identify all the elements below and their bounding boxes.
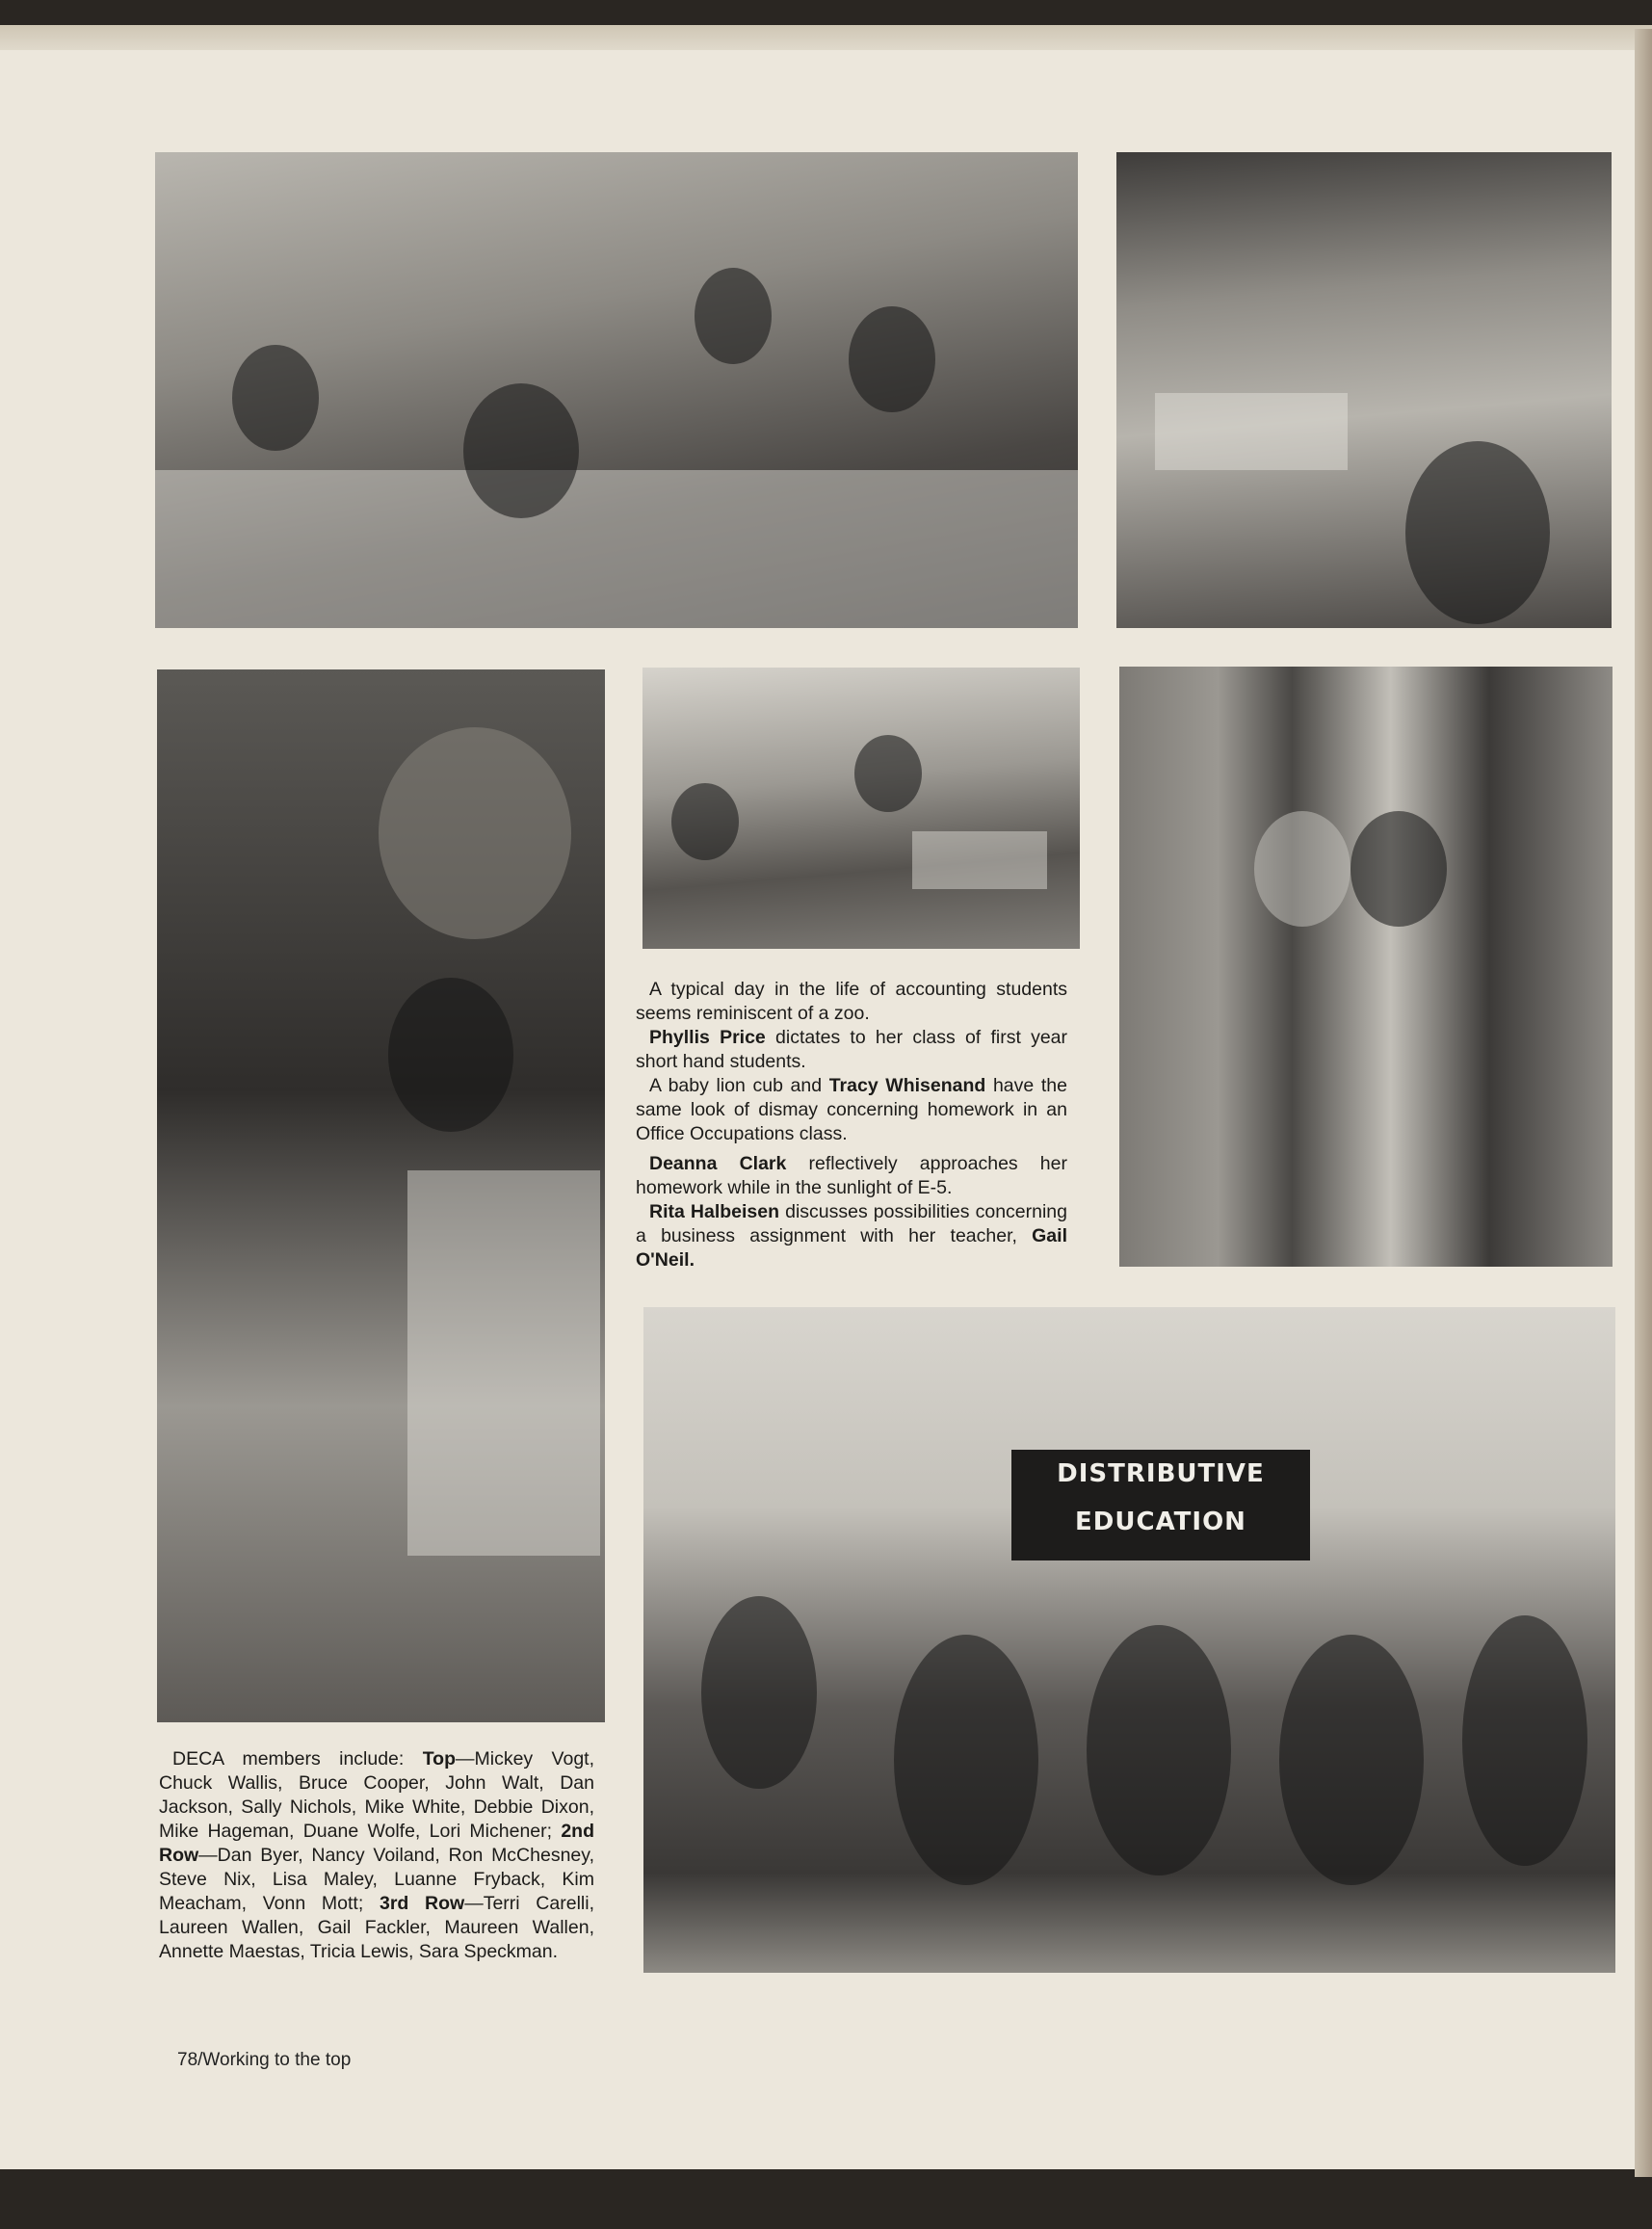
page-footer: 78/Working to the top (177, 2050, 352, 2070)
photo-shorthand-class (642, 668, 1080, 949)
photo-lion-poster-student (157, 669, 605, 1722)
photo-deca-group (643, 1307, 1615, 1973)
book-spine (1635, 29, 1652, 2177)
deca-caption-body: DECA members include: Top—Mickey Vogt, Chuck Wallis, Bruce Cooper, John Walt, Dan Jackson, Sally Nichols, Mike White, Debbie Dixon, Mike Hageman, Duane Wolfe, Lori Michener; 2nd Row—Dan Byer, Nancy Voiland, Ron McChesney, Steve Nix, Lisa Maley, Luanne Fryback, Kim Meacham, Vonn Mott; 3rd Row—Terri Carelli, Laureen Wallen, Gail Fackler, Maureen Wallen, Annette Maestas, Tricia Lewis, Sara Speckman. (159, 1748, 594, 1962)
caption-line-lion: A baby lion cub and Tracy Whisenand have the same look of dismay concerning homework in an Office Occupations class. (636, 1075, 1067, 1144)
caption-line-rita: Rita Halbeisen discusses possibilities concerning a business assignment with her teacher, Gail O'Neil. (636, 1201, 1067, 1271)
caption-line-shorthand: Phyllis Price dictates to her class of first year short hand students. (636, 1027, 1068, 1072)
caption-line-accounting: A typical day in the life of accounting students seems reminiscent of a zoo. (636, 979, 1067, 1024)
deca-caption (159, 1747, 594, 1964)
caption-line-deanna: Deanna Clark reflectively approaches her homework while in the sunlight of E-5. (636, 1153, 1067, 1198)
deca-banner: DISTRIBUTIVE EDUCATION (1011, 1450, 1310, 1560)
photo-doorway-conversation (1119, 667, 1613, 1267)
photo-accounting-class (155, 152, 1078, 628)
center-caption (636, 978, 1067, 1272)
photo-typing-class (1116, 152, 1612, 628)
